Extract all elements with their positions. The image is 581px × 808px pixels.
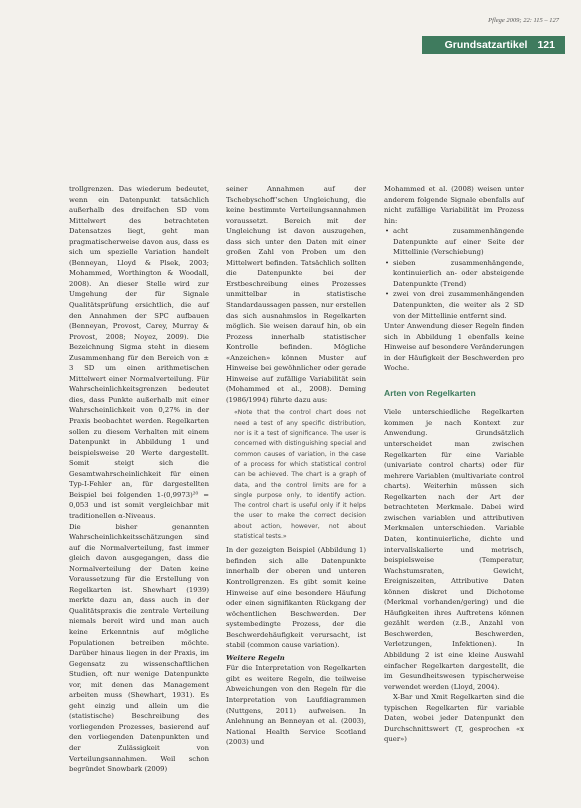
- section-heading: Arten von Regelkarten: [384, 387, 476, 398]
- paragraph: In der gezeigten Beispiel (Abbildung 1) befinden sich alle Datenpunkte innerhalb der oberen und unteren Kontrollgrenzen. Es gibt somit keine Hinweise auf eine besondere Häufung oder einen signifikanten Rückgang der wöchentlichen Beschwerden. Der systembedingte Prozess, der die Beschwerdehäufigkeit verursacht, ist stabil (common cause variation).: [226, 546, 366, 650]
- section-label: Grundsatzartikel: [444, 39, 528, 51]
- paragraph: seiner Annahmen auf der Tschebyschoff’schen Ungleichung, die keine bestimmte Verteilungsannahmen voraussetzt. Bereich mit der Ungleichung ist davon auszugehen, dass sich unter den Daten mit einer großen Zahl von Proben um den Mittelwert befinden. Tatsächlich sollten die Datenpunkte bei der Erstbeschreibung eines Prozesses unmittelbar in statistische Standardaussagen passen, nur erstellen das sich ausnahmslos in Regelkarten möglich. Sie weisen darauf hin, ob ein Prozess innerhalb statistischer Kontrolle befinden. Mögliche «Anzeichen» können Muster auf Hinweise bei gewöhnlicher oder gerade Hinweise auf zufällige Variabilität sein (Mohammed et al., 2008). Deming (1986/1994) führte dazu aus:: [226, 185, 366, 404]
- list-item: • sieben zusammenhängende, kontinuierlich an- oder absteigende Datenpunkte (Trend): [384, 258, 524, 290]
- text-column-2: [226, 184, 366, 748]
- subheading: Weitere Regeln: [226, 653, 285, 662]
- block-quote: «Note that the control chart does not need a test of any specific distribution, nor is it a test of significance. The user is concerned with distinguishing special and common causes of variation, in the case of a process for which statistical control can be achieved. The chart is a graph of data, and the control limits are for a single purpose only, to identify action. The control chart is useful only if it helps the user to make the correct decision about action, however, not about statistical tests.»: [234, 409, 366, 541]
- list-item: • acht zusammenhängende Datenpunkte auf einer Seite der Mittellinie (Verschiebung): [384, 226, 524, 258]
- bullet-list: [384, 226, 524, 321]
- paragraph: trollgrenzen. Das wiederum bedeutet, wenn ein Datenpunkt tatsächlich außerhalb des dreifachen SD vom Mittelwert des betrachteten Datensatzes liegt, geht man pragmatischerweise davon aus, dass es sich um spezielle Variation handelt (Benneyan, Lloyd & Plsek, 2003; Mohammed, Worthington & Woodall, 2008). An dieser Stelle wird zur Umgehung der für Signale Qualitätsprüfung ersichtlich, die auf den Annahmen der SPC aufbauen (Benneyan, Provost, Carey, Murray & Provost, 2008; Noyez, 2009). Die Bezeichnung Sigma steht in diesem Zusammenhang für den Bereich von ± 3 SD um einen arithmetischen Mittelwert einer Normalverteilung. Für Wahrscheinlichkeitsgrenzen bedeutet dies, dass Punkte außerhalb mit einer Wahrscheinlichkeit von 0,27% in der Praxis beobachtet werden. Regelkarten sollen zu diesem Verhalten mit einem Datenpunkt in Abbildung 1 und beispielsweise 20 Werte dargestellt. Somit steigt sich die Gesamtwahrscheinlichkeit für einen Typ-I-Fehler an, für dargestellten Beispiel bei folgenden 1-(0,9973)²⁰ = 0,053 und ist somit vergleichbar mit traditionellen α-Niveaus.: [69, 185, 209, 520]
- paragraph: Unter Anwendung dieser Regeln finden sich in Abbildung 1 ebenfalls keine Hinweise auf besondere Veränderungen in der Häufigkeit der Beschwerden pro Woche.: [384, 322, 524, 373]
- paragraph: Mohammed et al. (2008) weisen unter anderem folgende Signale ebenfalls auf nicht zufällige Variabilität im Prozess hin:: [384, 185, 524, 225]
- text-column-1: [69, 184, 209, 775]
- paragraph: X-Bar und Xmit Regelkarten sind die typischen Regelkarten für variable Daten, wobei jeder Datenpunkt den Durchschnittswert (T, gesprochen «x quer»): [384, 693, 524, 744]
- journal-reference: Pflege 2009; 22: 115 – 127: [488, 17, 559, 24]
- list-item: • zwei von drei zusammenhängenden Datenpunkten, die weiter als 2 SD von der Mittellinie entfernt sind.: [384, 289, 524, 321]
- paragraph: Viele unterschiedliche Regelkarten kommen je nach Kontext zur Anwendung. Grundsätzlich unterscheidet man zwischen Regelkarten für eine Variable (univariate control charts) oder für mehrere Variablen (multivariate control charts). Weiterhin müssen sich Regelkarten nach der Art der betrachteten Merkmale. Dabei wird zwischen variablen und attributiven Merkmalen unterschieden. Variable Daten, kontinuierliche, dichte und intervallskalierte und metrisch, beispielsweise (Temperatur, Wachstumsraten, Gewicht, Ereigniszeiten, Attributive Daten können diskret und Dichotome (Merkmal vorhanden/gering) und die Häufigkeiten ihres Auftretens können gezählt werden (z.B., Anzahl von Beschwerden, Beschwerden, Verletzungen, Infektionen). In Abbildung 2 ist eine kleine Auswahl einfacher Regelkarten dargestellt, die im Gesundheitswesen typischerweise verwendet werden (Lloyd, 2004).: [384, 408, 524, 691]
- paragraph: Für die Interpretation von Regelkarten gibt es weitere Regeln, die teilweise Abweichungen von den Regeln für die Interpretation von Laufdiagrammen (Nuttgens, 2011) aufweisen. In Anlehnung an Benneyan et al. (2003), National Health Service Scotland (2003) und: [226, 664, 366, 747]
- section-header-bar: [422, 36, 565, 54]
- page-number: 121: [537, 39, 555, 51]
- text-column-3: [384, 184, 524, 745]
- paragraph: Die bisher genannten Wahrscheinlichkeitsschätzungen sind auf die Normalverteilung, fast immer gleich davon ausgegangen, dass die Normalverteilung der Daten keine Voraussetzung für die Erstellung von Regelkarten ist. Shewhart (1939) merkte dazu an, dass auch in der Qualitätspraxis die zentrale Verteilung niemals bereit wird und man auch keine Erkenntnis auf mögliche Populationen betreiben möchte. Darüber hinaus liegen in der Praxis, im Gegensatz zu wissenschaftlichen Studien, oft nur wenige Datenpunkte vor, mit denen das Management arbeiten muss (Shewhart, 1931). Es geht einzig und allein um die (statistische) Beschreibung des vorliegenden Prozesses, basierend auf den vorliegenden Datenpunkten und der Zulässigkeit von Verteilungsannahmen. Weil schon begründet Snowbark (2009): [69, 522, 209, 774]
